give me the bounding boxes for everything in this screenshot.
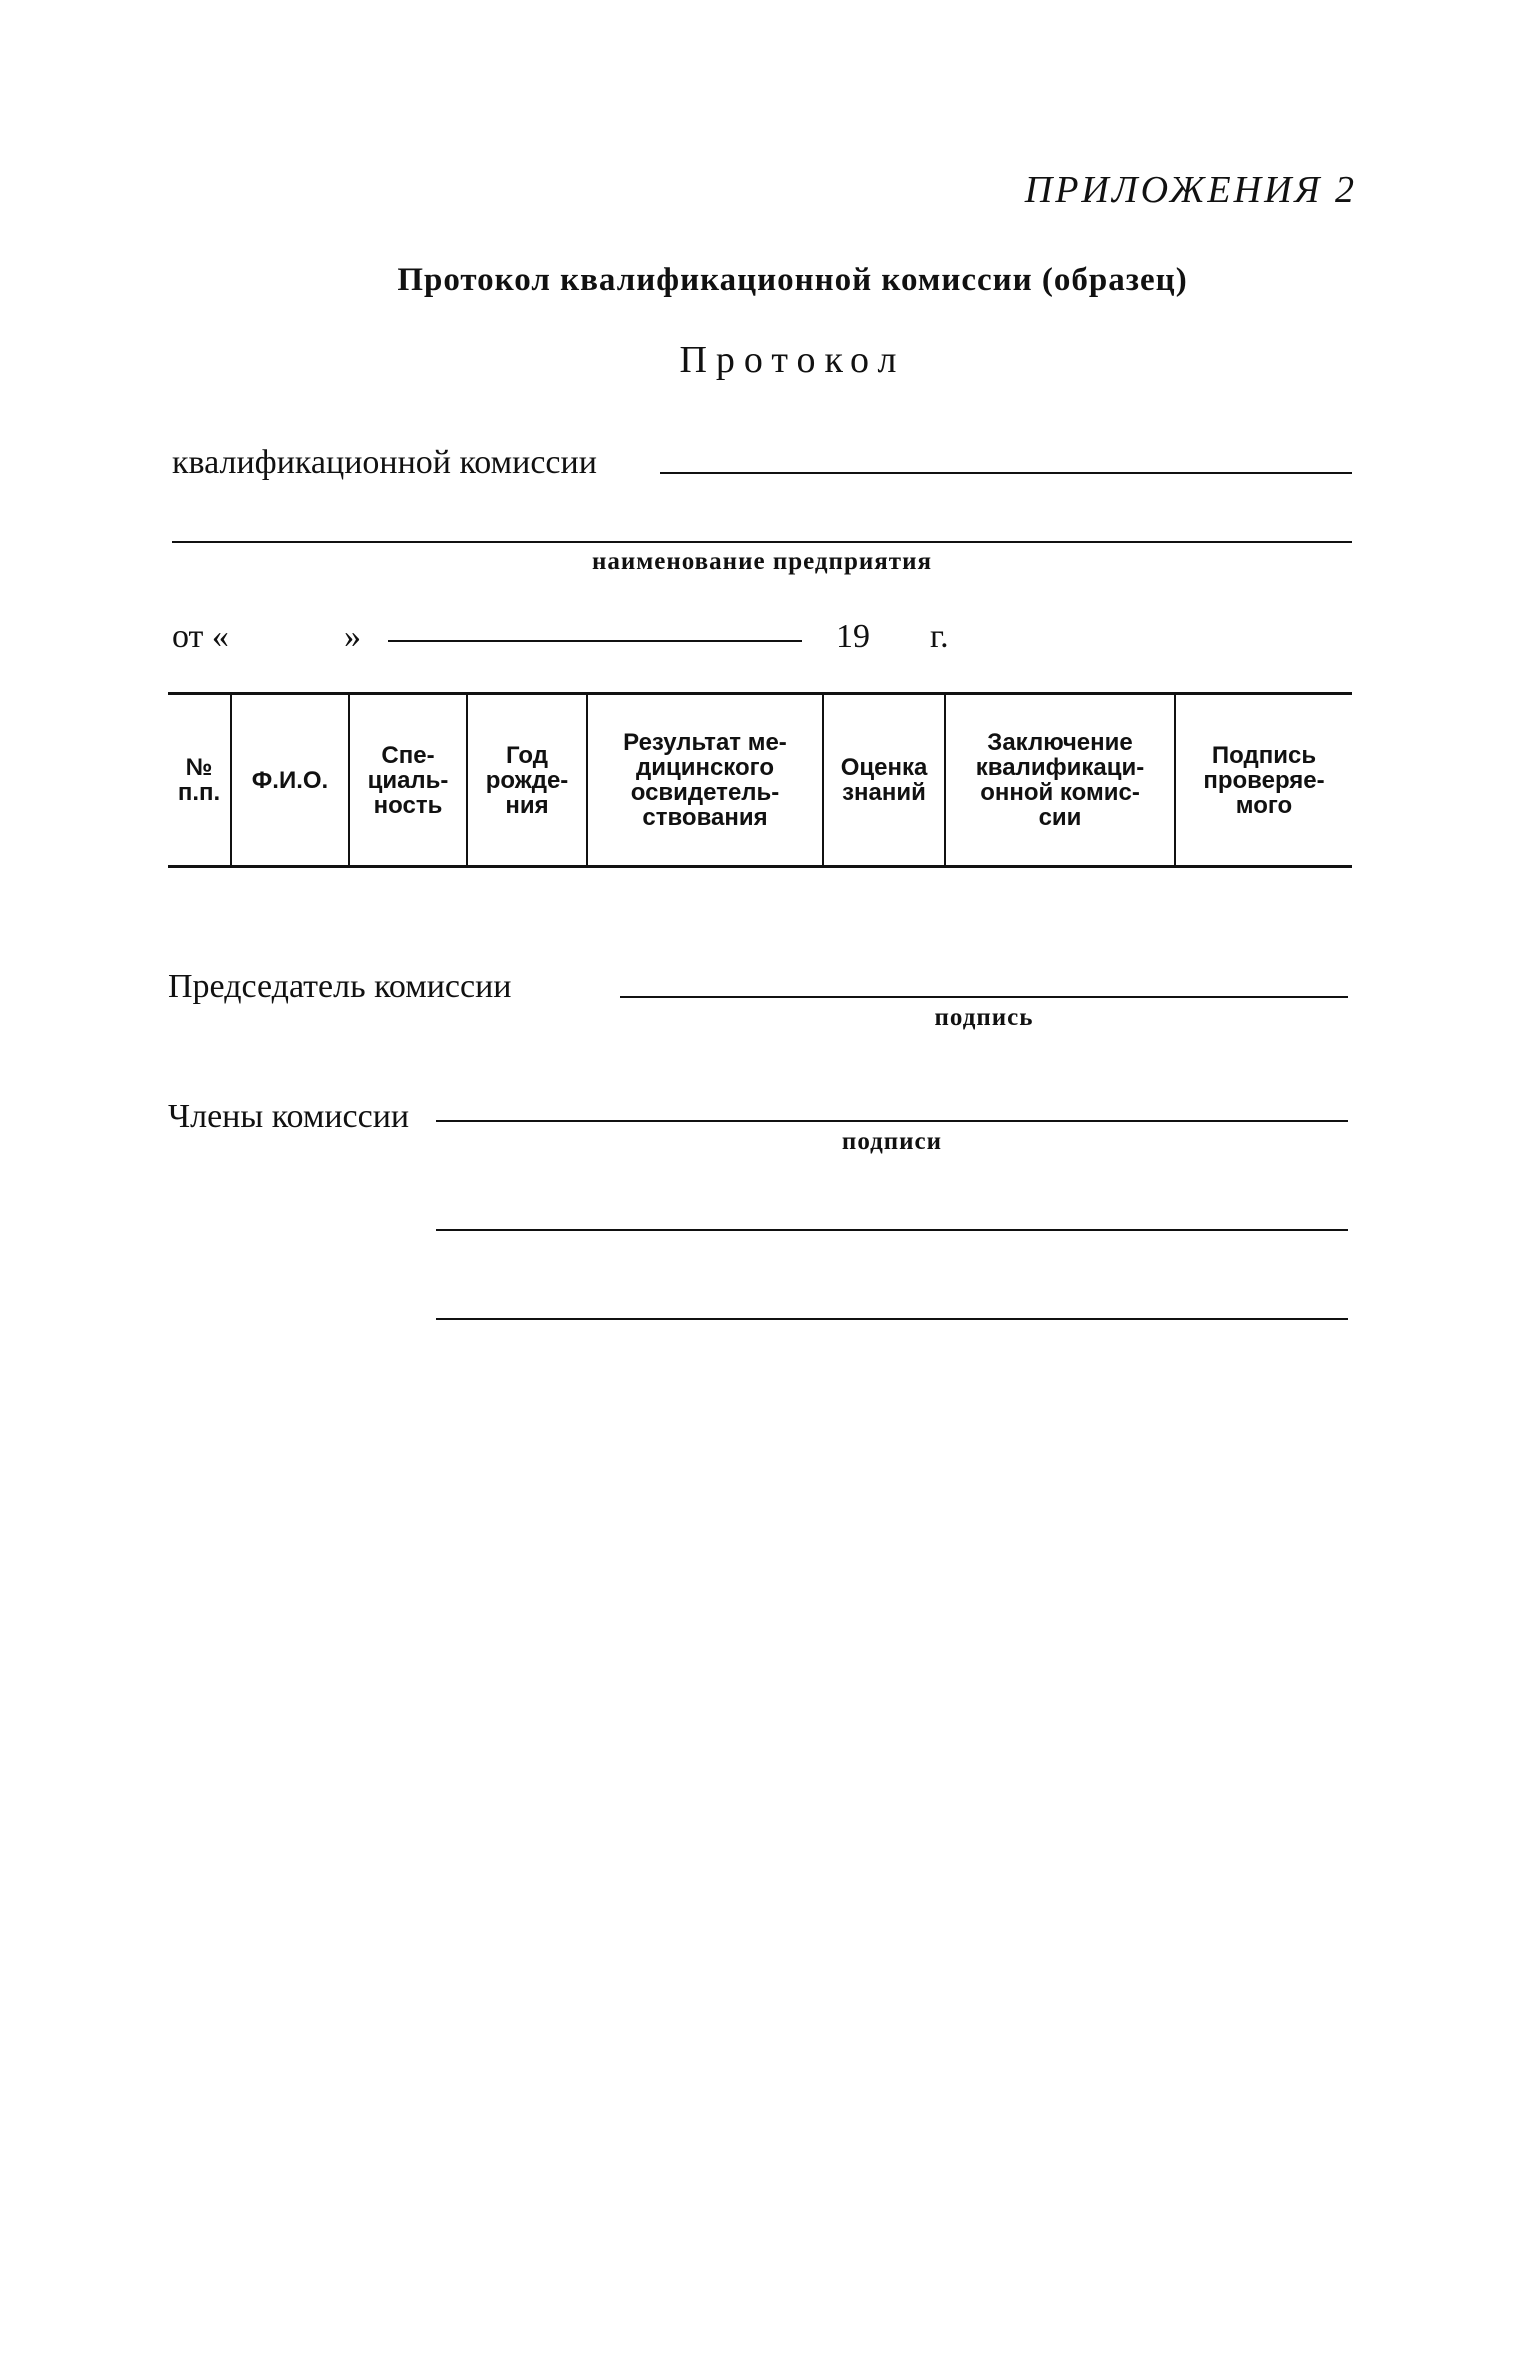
members-signature-caption: подписи [841,1128,943,1155]
date-month-line [388,640,802,642]
commission-name-line [660,472,1352,474]
col-specialty: Спе- циаль- ность [349,694,467,867]
date-close-quote: » [344,618,361,655]
members-signature-line-3 [436,1318,1348,1320]
members-label: Члены комиссии [168,1098,410,1135]
col-knowledge-grade: Оценка знаний [823,694,945,867]
document-subtitle: Протокол [679,339,906,381]
col-number: № п.п. [177,754,221,806]
col-birth-year: Год рожде- ния [467,694,587,867]
date-prefix: от « [172,618,229,655]
chairman-label: Председатель комиссии [168,968,512,1005]
members-signature-line-1 [436,1120,1348,1122]
enterprise-name-line [172,541,1352,543]
chairman-signature-caption: подпись [934,1004,1034,1031]
col-commission-conclusion: Заключение квалификаци- онной комис- сии [945,694,1175,867]
commission-label: квалификационной комиссии [172,444,597,481]
table-header-row [168,694,1352,867]
protocol-table [168,692,1352,868]
col-examinee-signature: Подпись проверяе- мого [1175,694,1352,867]
year-prefix: 19 [836,618,870,655]
col-medical-result: Результат ме- дицинского освидетель- ствования [587,694,823,867]
enterprise-caption: наименование предприятия [591,548,933,575]
year-suffix: г. [930,618,949,655]
col-full-name: Ф.И.О. [231,694,349,867]
appendix-label: ПРИЛОЖЕНИЯ 2 [1024,169,1357,211]
chairman-signature-line [620,996,1348,998]
document-title: Протокол квалификационной комиссии (образец) [397,262,1188,298]
members-signature-line-2 [436,1229,1348,1231]
